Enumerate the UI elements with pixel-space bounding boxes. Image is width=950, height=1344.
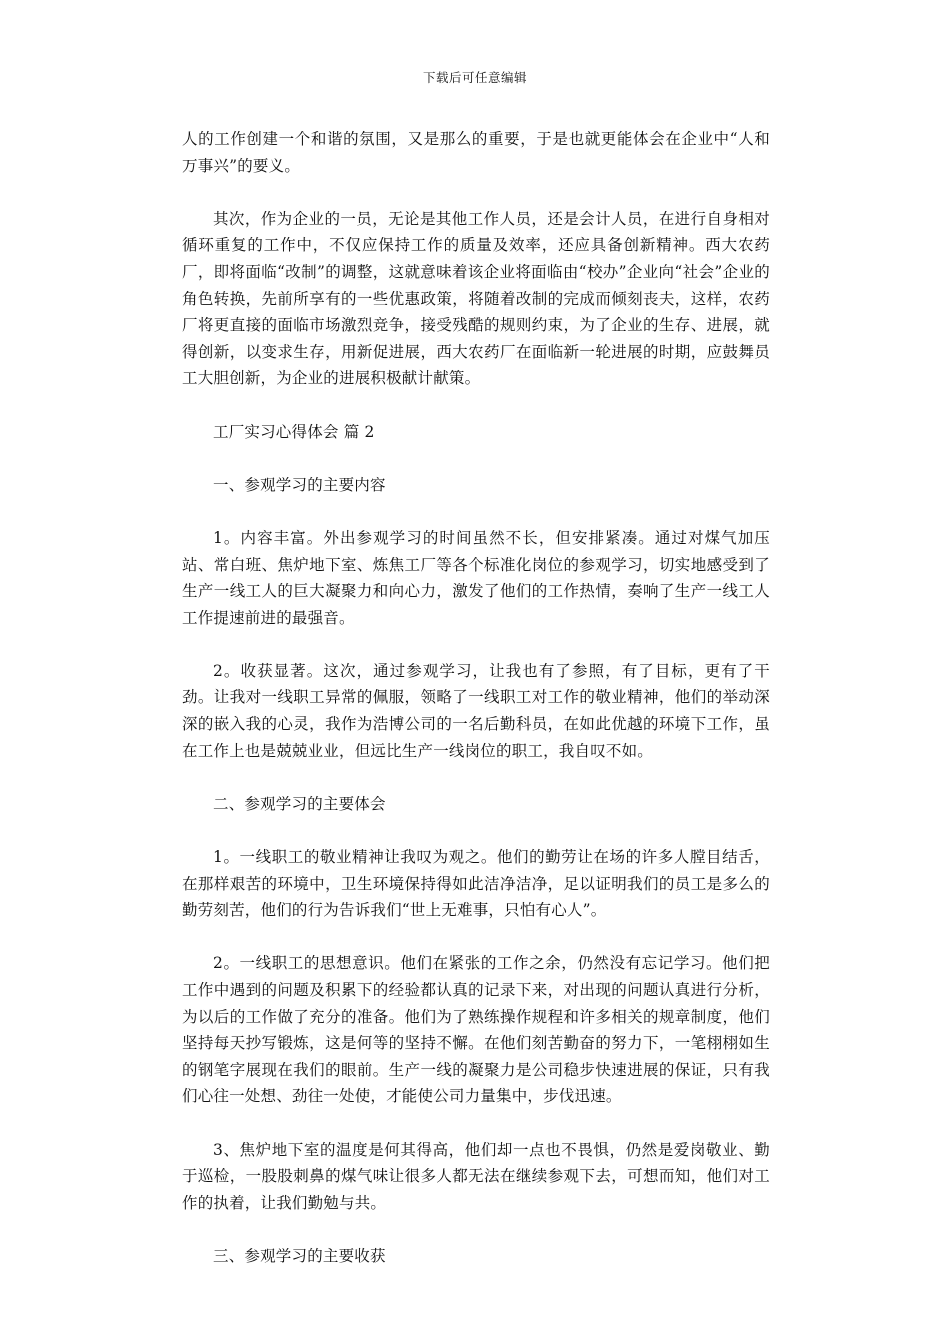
paragraph: 人的工作创建一个和谐的氛围，又是那么的重要，于是也就更能体会在企业中“人和万事兴”的要义。	[182, 130, 770, 175]
paragraph: 1。一线职工的敬业精神让我叹为观之。他们的勤劳让在场的许多人膛目结舌，在那样艰苦的环境中，卫生环境保持得如此洁净洁净，足以证明我们的员工是多么的勤劳刻苦，他们的行为告诉我们“世上无难事，只怕有心人”。	[182, 848, 770, 920]
paragraph: 3、焦炉地下室的温度是何其得高，他们却一点也不畏惧，仍然是爱岗敬业、勤于巡检，一股股刺鼻的煤气味让很多人都无法在继续参观下去，可想而知，他们对工作的执着，让我们勤勉与共。	[182, 1140, 770, 1212]
section-heading: 二、参观学习的主要体会	[213, 794, 386, 813]
section-heading: 三、参观学习的主要收获	[213, 1246, 386, 1265]
section-title: 工厂实习心得体会 篇 2	[213, 422, 375, 441]
page-header: 下载后可任意编辑	[422, 70, 527, 85]
paragraph: 2。收获显著。这次，通过参观学习，让我也有了参照，有了目标，更有了干劲。让我对一线职工异常的佩服，领略了一线职工对工作的敬业精神，他们的举动深深的嵌入我的心灵，我作为浩博公司的一名后勤科员，在如此优越的环境下工作，虽在工作上也是兢兢业业，但远比生产一线岗位的职工，我自叹不如。	[182, 661, 770, 760]
paragraph: 其次，作为企业的一员，无论是其他工作人员，还是会计人员，在进行自身相对循环重复的工作中，不仅应保持工作的质量及效率，还应具备创新精神。西大农药厂，即将面临“改制”的调整，这就意味着该企业将面临由“校办”企业向“社会”企业的角色转换，先前所享有的一些优惠政策，将随着改制的完成而倾刻丧夫，这样，农药厂将更直接的面临市场激烈竞争，接受残酷的规则约束，为了企业的生存、进展，就得创新，以变求生存，用新促进展，西大农药厂在面临新一轮进展的时期，应鼓舞员工大胆创新，为企业的进展积极献计献策。	[182, 209, 770, 388]
paragraph: 2。一线职工的思想意识。他们在紧张的工作之余，仍然没有忘记学习。他们把工作中遇到的问题及积累下的经验都认真的记录下来，对出现的问题认真进行分析，为以后的工作做了充分的准备。他们为了熟练操作规程和许多相关的规章制度，他们坚持每天抄写锻炼，这是何等的坚持不懈。在他们刻苦勤奋的努力下，一笔栩栩如生的钢笔字展现在我们的眼前。生产一线的凝聚力是公司稳步快速进展的保证，只有我们心往一处想、劲往一处使，才能使公司力量集中，步伐迅速。	[182, 954, 770, 1106]
section-heading: 一、参观学习的主要内容	[213, 475, 386, 494]
paragraph: 1。内容丰富。外出参观学习的时间虽然不长，但安排紧凑。通过对煤气加压站、常白班、焦炉地下室、炼焦工厂等各个标准化岗位的参观学习，切实地感受到了生产一线工人的巨大凝聚力和向心力，激发了他们的工作热情，奏响了生产一线工人工作提速前进的最强音。	[182, 528, 770, 627]
document-body	[182, 126, 770, 1270]
